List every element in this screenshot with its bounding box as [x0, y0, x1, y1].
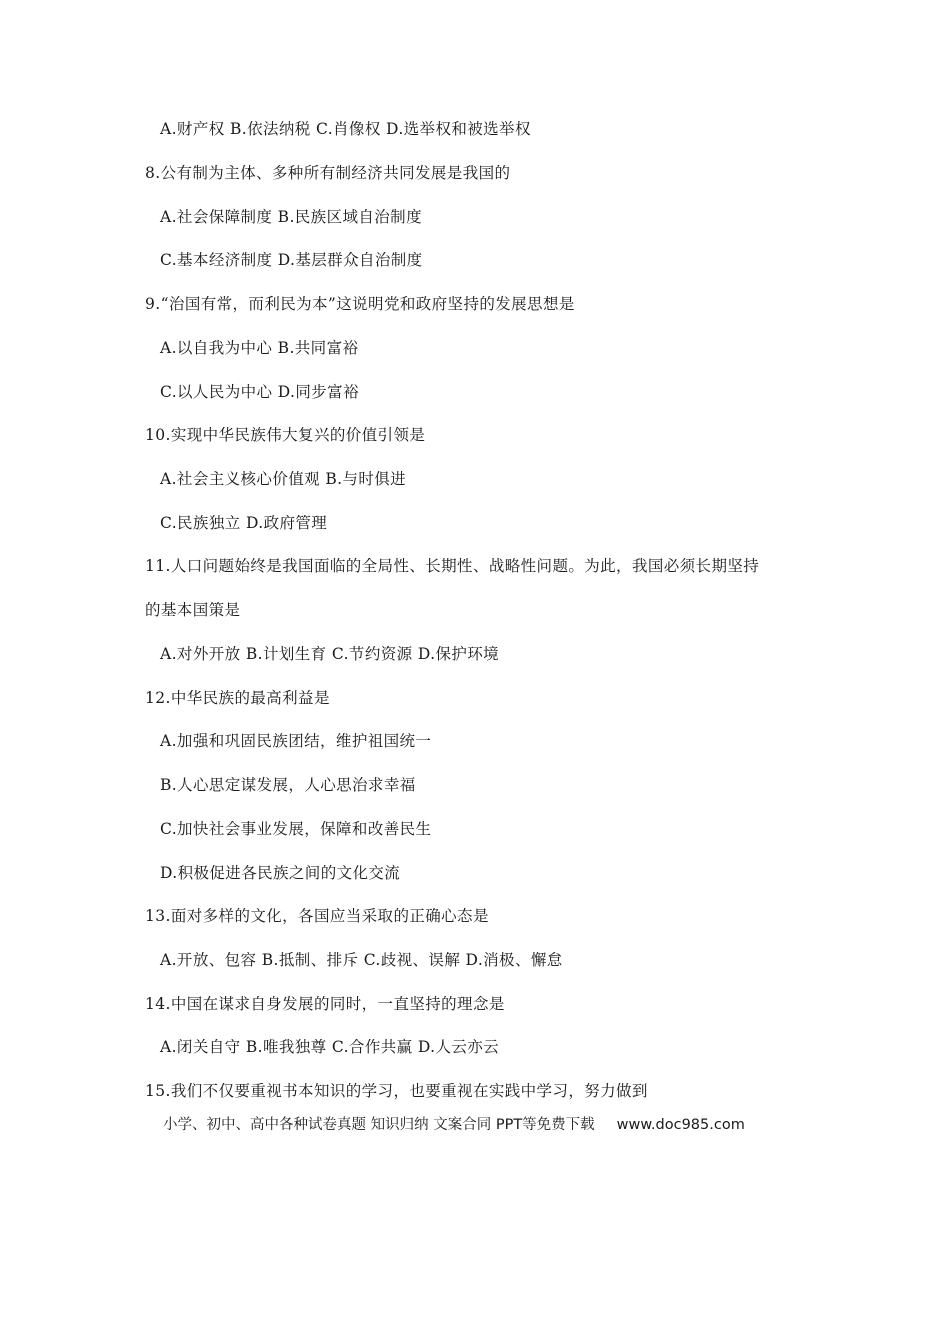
- q12-option-a: A.加强和巩固民族团结，维护祖国统一: [160, 732, 432, 750]
- q8-stem: 8.公有制为主体、多种所有制经济共同发展是我国的: [145, 164, 511, 182]
- q7-options: A.财产权 B.依法纳税 C.肖像权 D.选举权和被选举权: [160, 120, 531, 138]
- q10-stem: 10.实现中华民族伟大复兴的价值引领是: [145, 426, 426, 444]
- q10-options-ab: A.社会主义核心价值观 B.与时俱进: [160, 470, 407, 488]
- footer-site-link[interactable]: www.doc985.com: [616, 1117, 745, 1133]
- q11-options: A.对外开放 B.计划生育 C.节约资源 D.保护环境: [160, 645, 500, 663]
- q12-stem: 12.中华民族的最高利益是: [145, 689, 330, 707]
- q13-options: A.开放、包容 B.抵制、排斥 C.歧视、误解 D.消极、懈怠: [160, 951, 563, 969]
- q12-option-d: D.积极促进各民族之间的文化交流: [160, 864, 401, 882]
- page-footer: [163, 1114, 745, 1136]
- q12-option-b: B.人心思定谋发展，人心思治求幸福: [160, 776, 416, 794]
- q9-options-cd: C.以人民为中心 D.同步富裕: [160, 383, 359, 401]
- q10-options-cd: C.民族独立 D.政府管理: [160, 514, 328, 532]
- q9-stem: 9.“治国有常，而利民为本”这说明党和政府坚持的发展思想是: [145, 295, 575, 313]
- q13-stem: 13.面对多样的文化，各国应当采取的正确心态是: [145, 907, 489, 925]
- q11-stem-line2: 的基本国策是: [145, 601, 241, 619]
- q15-stem: 15.我们不仅要重视书本知识的学习，也要重视在实践中学习，努力做到: [145, 1082, 648, 1100]
- q9-options-ab: A.以自我为中心 B.共同富裕: [160, 339, 359, 357]
- q8-options-ab: A.社会保障制度 B.民族区域自治制度: [160, 208, 422, 226]
- q14-stem: 14.中国在谋求自身发展的同时，一直坚持的理念是: [145, 995, 505, 1013]
- q12-option-c: C.加快社会事业发展，保障和改善民生: [160, 820, 432, 838]
- footer-text: 小学、初中、高中各种试卷真题 知识归纳 文案合同 PPT等免费下载: [163, 1117, 595, 1133]
- q8-options-cd: C.基本经济制度 D.基层群众自治制度: [160, 251, 423, 269]
- q11-stem-line1: 11.人口问题始终是我国面临的全局性、长期性、战略性问题。为此，我国必须长期坚持: [145, 557, 760, 575]
- q14-options: A.闭关自守 B.唯我独尊 C.合作共赢 D.人云亦云: [160, 1038, 500, 1056]
